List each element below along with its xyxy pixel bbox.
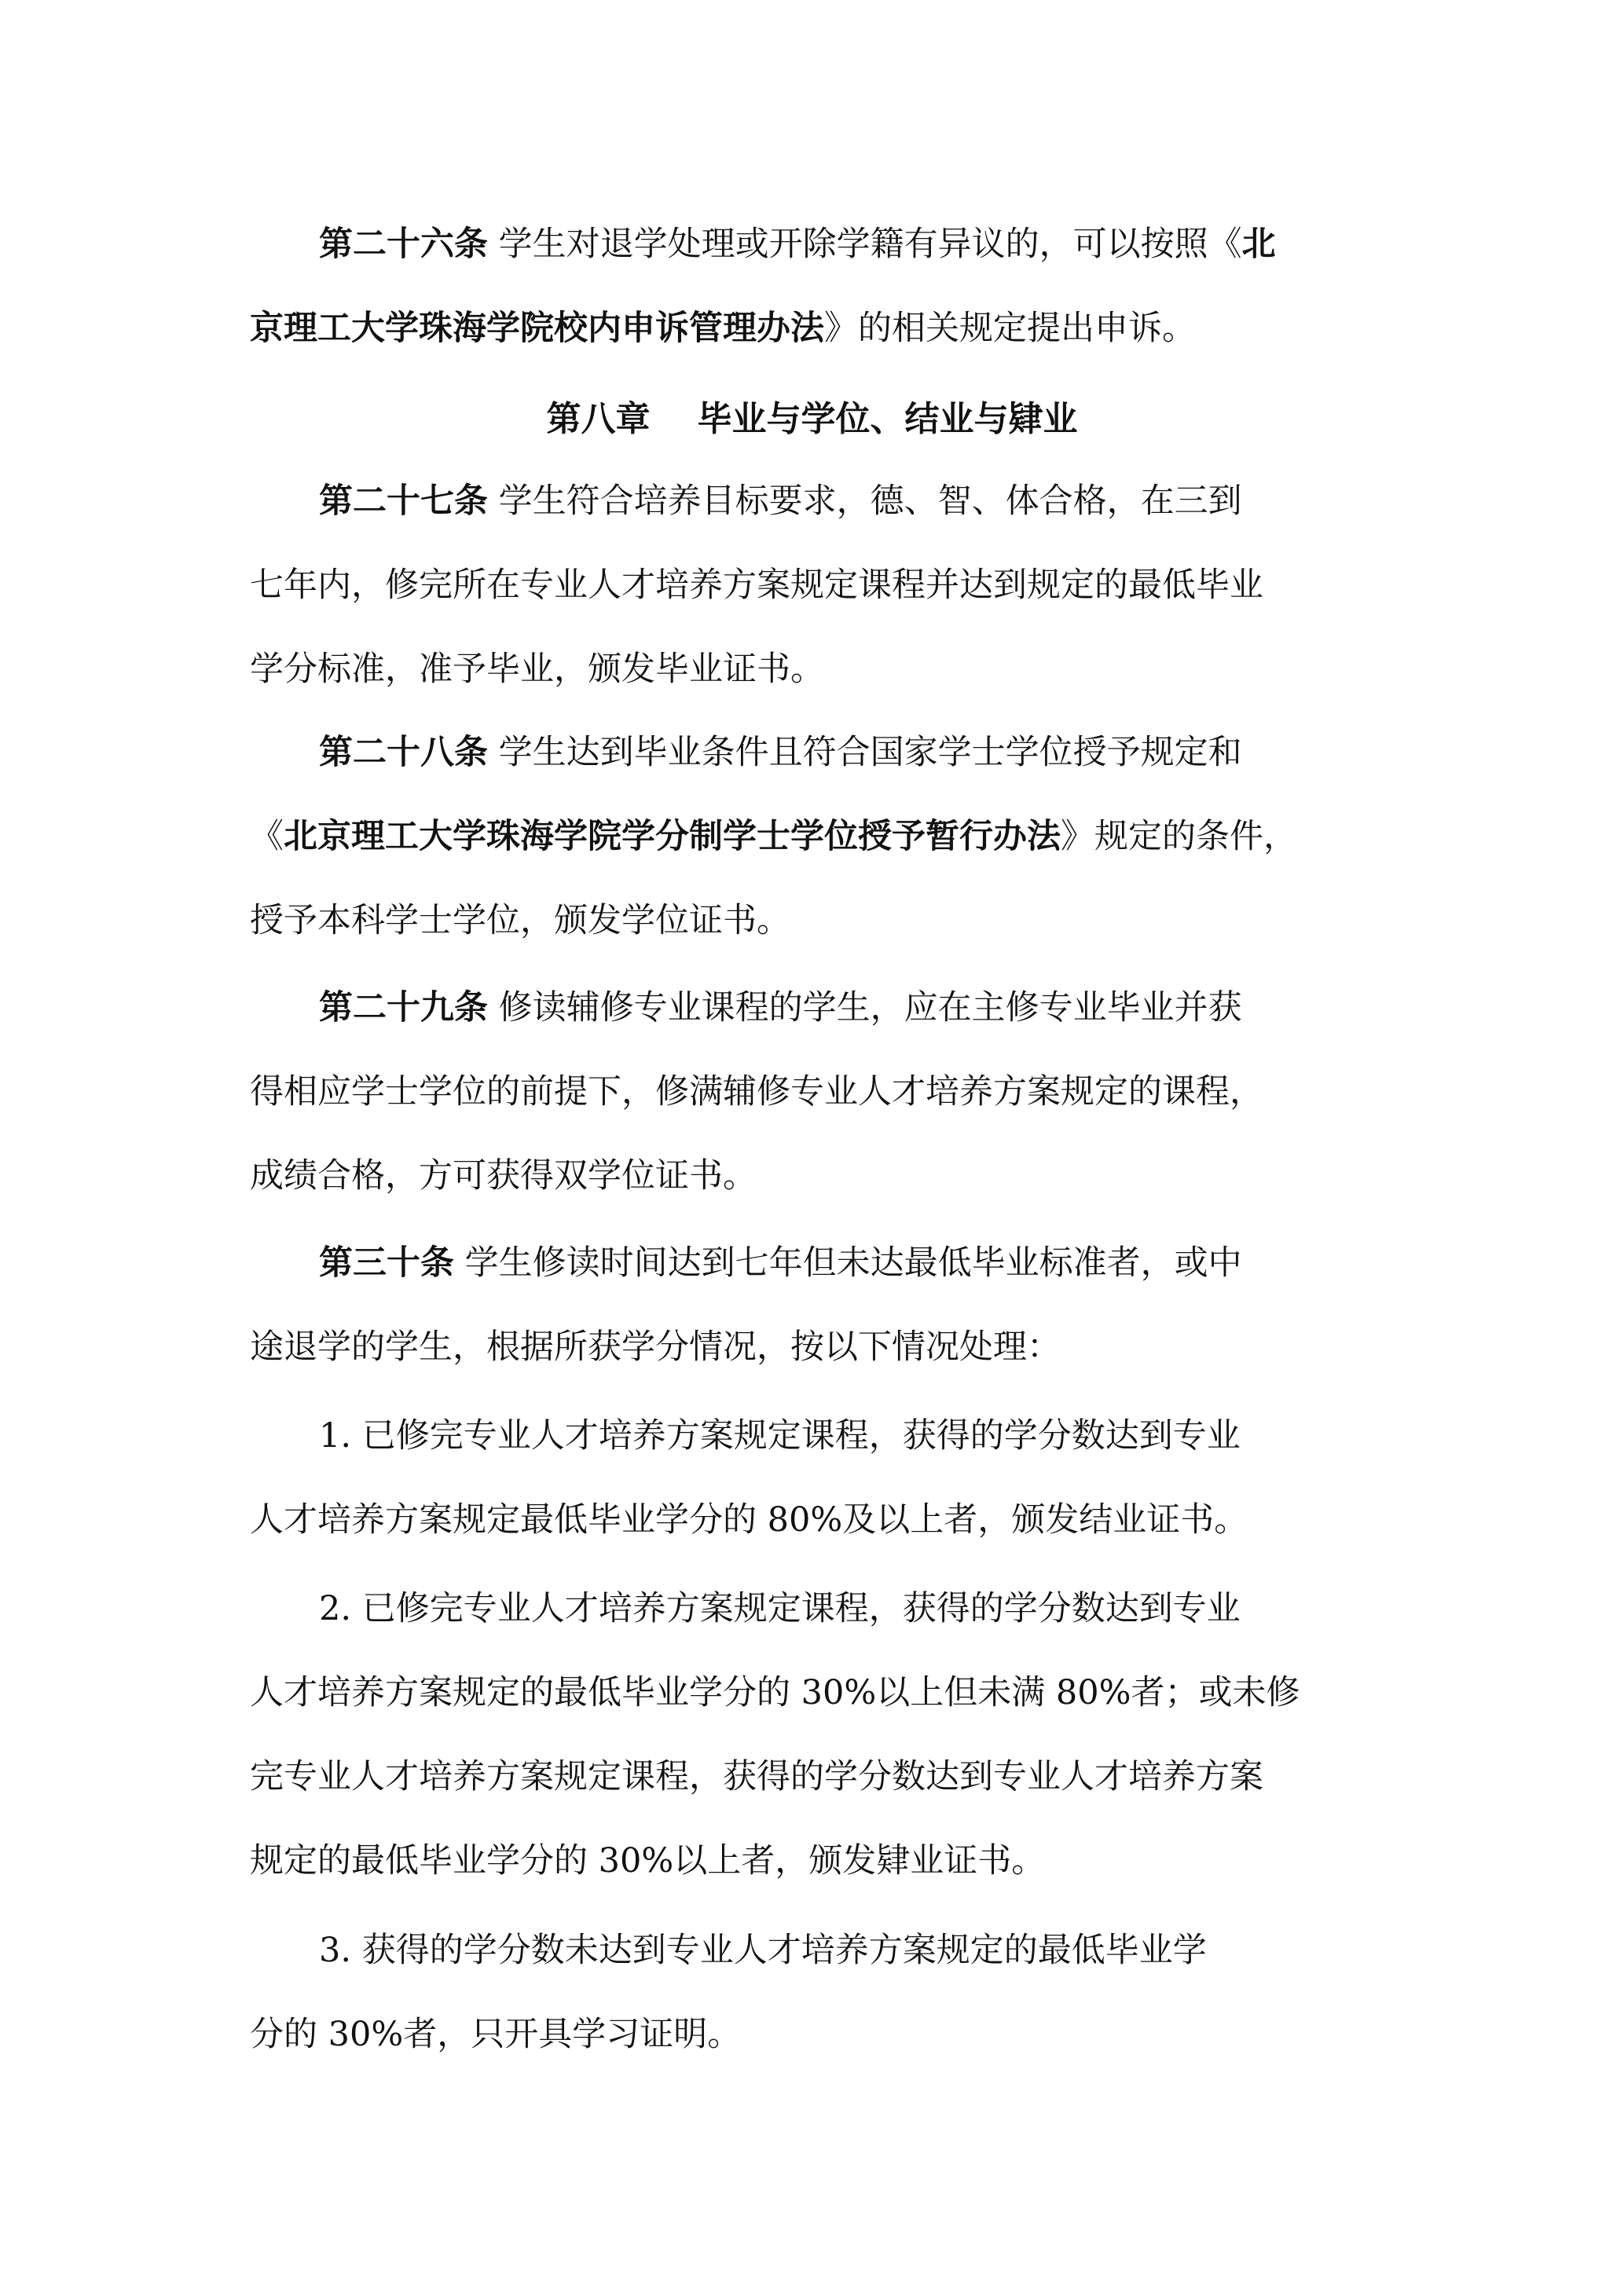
article-26-line-2 xyxy=(250,287,1381,371)
article-26-doc-title: 京理工大学珠海学院校内申诉管理办法 xyxy=(250,309,824,348)
article-28-text-end: 》规定的条件， xyxy=(1061,817,1297,856)
list-item-2-line-2: 人才培养方案规定的最低毕业学分的 30%以上但未满 80%者；或未修 xyxy=(250,1673,1300,1712)
list-item-3-line-1: 3. 获得的学分数未达到专业人才培养方案规定的最低毕业学 xyxy=(319,1931,1207,1970)
article-26-text-end: 》的相关规定提出申诉。 xyxy=(824,309,1196,348)
article-26-line-1 xyxy=(250,203,1381,287)
list-item-2 xyxy=(250,1567,1381,1903)
article-29-line-2: 得相应学士学位的前提下，修满辅修专业人才培养方案规定的课程， xyxy=(250,1072,1263,1111)
article-26 xyxy=(250,203,1381,371)
article-30 xyxy=(250,1221,1381,1390)
article-27-text: 学生符合培养目标要求，德、智、体合格，在三到 xyxy=(498,482,1242,521)
article-30-line-2: 途退学的学生，根据所获学分情况，按以下情况处理： xyxy=(250,1327,1061,1367)
article-29-line-1 xyxy=(250,966,1381,1050)
list-item-1 xyxy=(250,1394,1381,1562)
article-30-line-1 xyxy=(250,1221,1381,1305)
article-28-label: 第二十八条 xyxy=(319,733,488,772)
article-30-label: 第三十条 xyxy=(319,1243,454,1283)
article-28-line-3: 授予本科学士学位，颁发学位证书。 xyxy=(250,901,790,940)
article-27-line-3: 学分标准，准予毕业，颁发毕业证书。 xyxy=(250,650,824,689)
article-30-text: 学生修读时间达到七年但未达最低毕业标准者，或中 xyxy=(464,1243,1242,1283)
article-26-doc-title-start: 北 xyxy=(1241,225,1276,264)
article-26-text: 学生对退学处理或开除学籍有异议的，可以按照《 xyxy=(498,225,1242,264)
chapter-number: 第八章 xyxy=(546,399,651,439)
article-27-line-2: 七年内，修完所在专业人才培养方案规定课程并达到规定的最低毕业 xyxy=(250,566,1263,605)
article-28-bracket-open: 《 xyxy=(250,817,284,856)
article-28-text: 学生达到毕业条件且符合国家学士学位授予规定和 xyxy=(498,733,1242,772)
article-27-label: 第二十七条 xyxy=(319,482,488,521)
article-27-line-1 xyxy=(250,460,1381,544)
article-29-line-3: 成绩合格，方可获得双学位证书。 xyxy=(250,1156,757,1196)
list-item-2-line-3: 完专业人才培养方案规定课程，获得的学分数达到专业人才培养方案 xyxy=(250,1757,1263,1796)
article-29 xyxy=(250,966,1381,1218)
chapter-heading xyxy=(0,388,1624,451)
article-28-doc-title: 北京理工大学珠海学院学分制学士学位授予暂行办法 xyxy=(284,817,1061,856)
list-item-3-line-2: 分的 30%者，只开具学习证明。 xyxy=(250,2015,742,2054)
article-26-label: 第二十六条 xyxy=(319,225,488,264)
list-item-2-line-1: 2. 已修完专业人才培养方案规定课程，获得的学分数达到专业 xyxy=(319,1589,1241,1628)
article-29-text: 修读辅修专业课程的学生，应在主修专业毕业并获 xyxy=(498,988,1242,1027)
list-item-1-line-2: 人才培养方案规定最低毕业学分的 80%及以上者，颁发结业证书。 xyxy=(250,1500,1248,1540)
list-item-3 xyxy=(250,1909,1381,2077)
article-28 xyxy=(250,711,1381,963)
article-28-line-1 xyxy=(250,711,1381,795)
article-28-line-2 xyxy=(250,795,1381,879)
chapter-title: 毕业与学位、结业与肄业 xyxy=(697,399,1078,439)
article-27 xyxy=(250,460,1381,712)
list-item-2-line-4: 规定的最低毕业学分的 30%以上者，颁发肄业证书。 xyxy=(250,1841,1046,1880)
list-item-1-line-1: 1. 已修完专业人才培养方案规定课程，获得的学分数达到专业 xyxy=(319,1416,1241,1456)
article-29-label: 第二十九条 xyxy=(319,988,488,1027)
